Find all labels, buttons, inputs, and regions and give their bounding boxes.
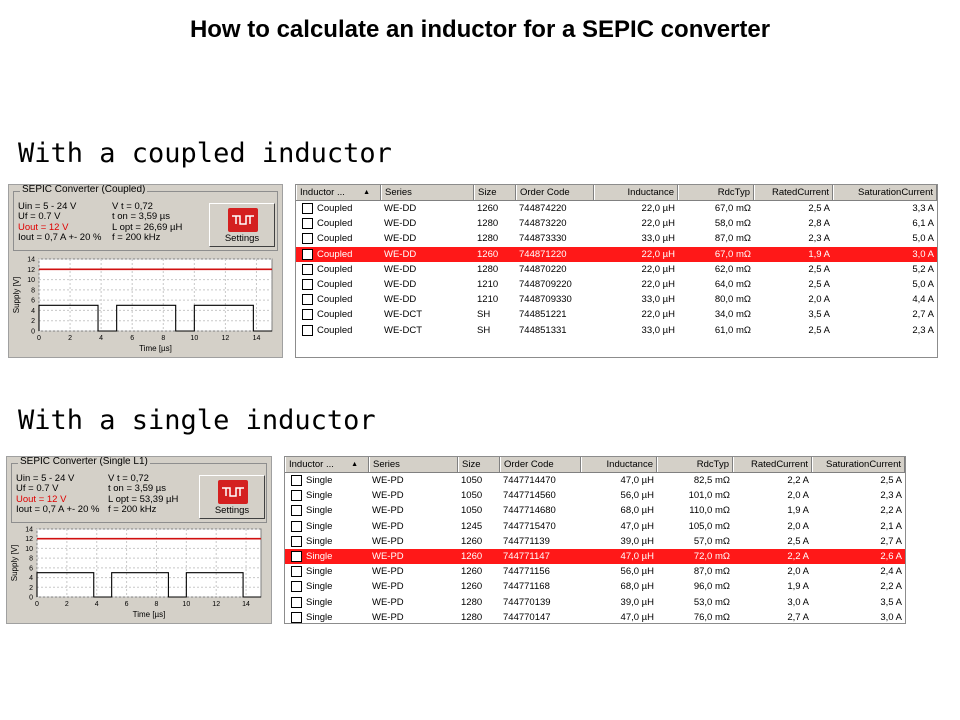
cell-rated-current: 3,5 A (808, 309, 830, 321)
cell-rated-current: 3,0 A (787, 596, 809, 608)
params-left (16, 474, 99, 516)
row-checkbox[interactable] (302, 233, 313, 244)
cell-order-code: 744873330 (519, 233, 567, 245)
param-uf: Uf = 0.7 V (18, 211, 61, 223)
cell-size: 1260 (461, 581, 483, 593)
row-checkbox[interactable] (291, 505, 302, 516)
x-tick-label: 0 (35, 601, 39, 608)
cell-series: WE-PD (372, 581, 404, 593)
circuit-icon (218, 480, 248, 504)
y-tick-label: 0 (29, 594, 33, 602)
cell-rated-current: 2,0 A (787, 490, 809, 502)
column-header-size[interactable]: Size (458, 457, 500, 472)
cell-order-code: 7448709220 (519, 279, 572, 290)
cell-series: WE-PD (372, 505, 404, 517)
panel-legend: SEPIC Converter (Single L1) (20, 456, 148, 467)
cell-rated-current: 2,0 A (787, 520, 809, 532)
row-checkbox[interactable] (291, 597, 302, 608)
cell-size: 1260 (477, 203, 499, 214)
cell-rated-current: 2,7 A (787, 611, 809, 623)
cell-rated-current: 1,9 A (787, 505, 809, 517)
cell-order-code: 744873220 (519, 218, 567, 230)
cell-inductance: 22,0 µH (641, 248, 675, 260)
cell-rated-current: 2,5 A (808, 263, 830, 275)
cell-saturation-current: 4,4 A (912, 294, 934, 306)
cell-inductance: 56,0 µH (620, 490, 654, 502)
inductor-table-coupled (295, 184, 938, 358)
cell-saturation-current: 2,4 A (880, 566, 902, 578)
cell-saturation-current: 5,2 A (912, 263, 934, 275)
cell-rdc-typ: 58,0 mΩ (714, 218, 751, 230)
cell-rdc-typ: 80,0 mΩ (714, 294, 751, 306)
cell-series: WE-PD (372, 611, 404, 623)
cell-saturation-current: 2,2 A (880, 581, 902, 593)
table-row[interactable] (296, 323, 937, 338)
row-checkbox[interactable] (291, 581, 302, 592)
cell-series: WE-DD (384, 279, 417, 290)
x-tick-label: 14 (252, 335, 261, 342)
cell-inductance: 22,0 µH (641, 279, 675, 290)
cell-inductance: 47,0 µH (620, 520, 654, 532)
y-tick-label: 12 (25, 536, 33, 544)
cell-inductance: 56,0 µH (620, 566, 654, 578)
cell-rdc-typ: 72,0 mΩ (693, 551, 730, 562)
param-freq: f = 200 kHz (108, 504, 157, 516)
row-checkbox[interactable] (291, 475, 302, 486)
row-checkbox[interactable] (302, 264, 313, 275)
table-row[interactable] (285, 473, 905, 488)
table-row[interactable] (296, 292, 937, 307)
param-iout: Iout = 0,7 A +- 20 % (16, 504, 100, 516)
cell-order-code: 744771147 (503, 551, 550, 562)
cell-inductance: 33,0 µH (641, 233, 675, 245)
cell-inductor: Coupled (317, 309, 353, 321)
table-row[interactable] (296, 277, 937, 292)
row-checkbox[interactable] (302, 294, 313, 305)
params-right (108, 474, 178, 516)
table-row-selected[interactable] (285, 549, 905, 564)
cell-inductance: 39,0 µH (620, 535, 654, 547)
cell-inductance: 68,0 µH (620, 581, 654, 593)
param-freq: f = 200 kHz (112, 232, 161, 244)
cell-series: WE-DD (384, 248, 417, 260)
table-row[interactable] (296, 201, 937, 216)
cell-saturation-current: 2,7 A (880, 535, 902, 547)
cell-series: WE-PD (372, 535, 404, 547)
cell-inductance: 68,0 µH (620, 505, 654, 517)
column-header-inductance[interactable]: Inductance (581, 457, 657, 472)
cell-size: 1050 (461, 475, 483, 486)
slide-title: How to calculate an inductor for a SEPIC converter (189, 16, 771, 43)
table-row[interactable] (296, 262, 937, 277)
table-row[interactable] (296, 231, 937, 246)
x-tick-label: 12 (221, 335, 230, 342)
cell-inductor: Coupled (317, 324, 353, 336)
circuit-icon (228, 208, 258, 232)
cell-saturation-current: 3,3 A (912, 203, 934, 214)
cell-order-code: 744870220 (519, 263, 567, 275)
cell-inductance: 33,0 µH (641, 294, 675, 306)
cell-inductor: Coupled (317, 248, 353, 260)
y-tick-label: 10 (27, 277, 35, 285)
table-row[interactable] (296, 216, 937, 231)
cell-series: WE-PD (372, 520, 404, 532)
cell-rdc-typ: 105,0 mΩ (688, 520, 730, 532)
cell-saturation-current: 5,0 A (912, 279, 934, 290)
x-tick-label: 6 (130, 335, 135, 342)
cell-order-code: 744851331 (519, 324, 567, 336)
cell-order-code: 7447714680 (503, 505, 556, 517)
x-tick-label: 4 (99, 335, 104, 342)
column-header-series[interactable]: Series (381, 185, 474, 200)
cell-series: WE-DCT (384, 324, 422, 336)
column-header-size[interactable]: Size (474, 185, 516, 200)
params-right (112, 202, 182, 244)
cell-rdc-typ: 87,0 mΩ (714, 233, 751, 245)
cell-rated-current: 2,2 A (787, 551, 809, 562)
cell-order-code: 744771139 (503, 535, 550, 547)
cell-rdc-typ: 64,0 mΩ (714, 279, 751, 290)
cell-rdc-typ: 34,0 mΩ (714, 309, 751, 321)
column-header-rdc-typ[interactable]: RdcTyp (678, 185, 754, 200)
param-uin: Uin = 5 - 24 V (18, 201, 77, 212)
cell-series: WE-DD (384, 294, 417, 306)
cell-size: 1210 (477, 294, 499, 306)
section-heading-single: With a single inductor (18, 405, 376, 436)
cell-rdc-typ: 101,0 mΩ (688, 490, 730, 502)
cell-size: 1245 (461, 520, 483, 532)
y-tick-label: 10 (25, 545, 33, 553)
cell-series: WE-PD (372, 490, 404, 502)
table-row[interactable] (285, 503, 905, 518)
sort-asc-icon: ▲ (363, 189, 370, 196)
cell-rdc-typ: 61,0 mΩ (714, 324, 751, 336)
cell-inductance: 47,0 µH (620, 551, 654, 562)
x-tick-label: 2 (68, 335, 73, 342)
cell-rdc-typ: 110,0 mΩ (689, 505, 730, 517)
y-tick-label: 8 (29, 555, 33, 563)
x-axis-label: Time [µs] (139, 344, 172, 353)
cell-inductor: Single (306, 490, 333, 502)
cell-inductance: 47,0 µH (620, 611, 654, 623)
x-tick-label: 8 (161, 335, 166, 342)
row-checkbox[interactable] (302, 203, 313, 214)
cell-rated-current: 1,9 A (787, 581, 809, 593)
param-lopt: L opt = 26,69 µH (112, 221, 183, 233)
sort-asc-icon: ▲ (351, 461, 358, 468)
cell-inductor: Coupled (317, 263, 353, 275)
cell-rdc-typ: 67,0 mΩ (714, 203, 751, 214)
cell-inductance: 33,0 µH (641, 324, 675, 336)
y-axis-label: Supply [V] (10, 544, 19, 582)
cell-size: 1280 (477, 233, 499, 245)
cell-rated-current: 2,5 A (787, 535, 809, 547)
x-tick-label: 4 (94, 601, 99, 608)
x-tick-label: 6 (124, 601, 129, 608)
cell-saturation-current: 3,5 A (880, 596, 902, 608)
param-uf: Uf = 0.7 V (16, 483, 59, 495)
row-checkbox[interactable] (302, 279, 313, 290)
x-axis-label: Time [µs] (132, 610, 166, 619)
y-tick-label: 14 (27, 256, 35, 264)
cell-inductance: 22,0 µH (641, 263, 675, 275)
cell-series: WE-DD (384, 263, 417, 275)
row-checkbox[interactable] (291, 521, 302, 532)
cell-saturation-current: 2,3 A (912, 324, 934, 336)
cell-inductor: Single (306, 566, 333, 578)
cell-saturation-current: 2,7 A (912, 309, 934, 321)
row-checkbox[interactable] (291, 490, 302, 501)
cell-inductor: Single (306, 475, 333, 486)
settings-button[interactable] (209, 203, 275, 247)
cell-size: SH (477, 309, 491, 321)
x-tick-label: 10 (190, 335, 199, 342)
table-header (296, 185, 937, 201)
param-lopt: L opt = 53,39 µH (108, 493, 179, 505)
x-tick-label: 0 (37, 335, 41, 342)
param-vt: V t = 0,72 (108, 473, 149, 484)
x-tick-label: 2 (64, 601, 69, 608)
cell-series: WE-DD (384, 218, 417, 230)
x-tick-label: 14 (242, 601, 250, 608)
cell-inductor: Single (306, 611, 333, 623)
cell-inductor: Single (306, 596, 333, 608)
supply-chart (9, 253, 282, 357)
cell-rated-current: 2,0 A (787, 566, 809, 578)
cell-order-code: 744771168 (503, 581, 550, 593)
cell-rdc-typ: 96,0 mΩ (693, 581, 730, 593)
column-header-inductance[interactable]: Inductance (594, 185, 678, 200)
cell-inductor: Single (306, 551, 333, 562)
param-uout: Uout = 12 V (18, 221, 69, 233)
sepic-panel-coupled (8, 184, 283, 358)
cell-series: WE-DD (384, 203, 417, 214)
column-header-order-code[interactable]: Order Code (516, 185, 594, 200)
cell-saturation-current: 2,5 A (880, 475, 902, 486)
cell-rdc-typ: 57,0 mΩ (693, 535, 730, 547)
cell-inductor: Coupled (317, 279, 353, 290)
row-checkbox[interactable] (291, 566, 302, 577)
cell-series: WE-PD (372, 551, 404, 562)
cell-order-code: 7447715470 (503, 520, 556, 532)
y-tick-label: 6 (29, 565, 33, 573)
cell-rated-current: 2,0 A (808, 294, 830, 306)
settings-label: Settings (214, 505, 250, 516)
cell-series: WE-PD (372, 596, 404, 608)
cell-inductor: Single (306, 505, 333, 517)
cell-order-code: 7448709330 (519, 294, 572, 306)
cell-rdc-typ: 53,0 mΩ (693, 596, 730, 608)
cell-order-code: 7447714560 (503, 490, 556, 502)
settings-label: Settings (224, 233, 260, 244)
cell-size: 1260 (461, 566, 483, 578)
row-checkbox[interactable] (302, 325, 313, 336)
cell-saturation-current: 2,6 A (880, 551, 902, 562)
y-tick-label: 4 (29, 575, 33, 583)
settings-button[interactable] (199, 475, 265, 519)
cell-saturation-current: 2,1 A (880, 520, 902, 532)
panel-legend: SEPIC Converter (Coupled) (22, 184, 146, 195)
table-row[interactable] (285, 579, 905, 594)
x-tick-label: 8 (154, 601, 159, 608)
cell-size: SH (477, 324, 491, 336)
row-checkbox[interactable] (302, 249, 313, 260)
y-tick-label: 4 (31, 307, 35, 315)
row-checkbox[interactable] (302, 218, 313, 229)
cell-series: WE-DCT (384, 309, 422, 321)
cell-size: 1280 (477, 263, 499, 275)
cell-inductor: Coupled (317, 218, 353, 230)
table-row[interactable] (285, 534, 905, 549)
row-checkbox[interactable] (291, 536, 302, 547)
cell-size: 1280 (461, 596, 483, 608)
x-tick-label: 10 (182, 601, 191, 608)
cell-inductor: Coupled (317, 233, 353, 245)
cell-size: 1280 (477, 218, 499, 230)
cell-rated-current: 2,2 A (787, 475, 809, 486)
column-header-inductor[interactable]: Inductor ... ▲ (285, 457, 369, 472)
cell-size: 1050 (461, 505, 483, 517)
y-tick-label: 0 (31, 328, 35, 336)
cell-order-code: 744871220 (519, 248, 567, 260)
cell-saturation-current: 2,2 A (880, 505, 902, 517)
cell-rdc-typ: 82,5 mΩ (693, 475, 730, 486)
cell-size: 1260 (461, 551, 483, 562)
cell-rdc-typ: 76,0 mΩ (693, 611, 730, 623)
row-checkbox[interactable] (291, 612, 302, 623)
cell-order-code: 744851221 (519, 309, 567, 321)
param-vt: V t = 0,72 (112, 201, 153, 212)
cell-inductor: Single (306, 520, 333, 532)
x-tick-label: 12 (212, 601, 221, 608)
cell-size: 1050 (461, 490, 483, 502)
table-row[interactable] (285, 610, 905, 624)
cell-inductor: Coupled (317, 294, 353, 306)
cell-saturation-current: 2,3 A (880, 490, 902, 502)
column-header-rdc-typ[interactable]: RdcTyp (657, 457, 733, 472)
cell-series: WE-PD (372, 475, 404, 486)
cell-rdc-typ: 62,0 mΩ (714, 263, 751, 275)
table-row[interactable] (296, 307, 937, 322)
cell-inductance: 39,0 µH (620, 596, 654, 608)
cell-inductance: 22,0 µH (641, 218, 675, 230)
cell-order-code: 744874220 (519, 203, 567, 214)
table-row-selected[interactable] (296, 247, 937, 262)
row-checkbox[interactable] (291, 551, 302, 562)
table-header (285, 457, 905, 473)
cell-size: 1260 (477, 248, 499, 260)
cell-size: 1210 (477, 279, 499, 290)
inductor-table-single (284, 456, 906, 624)
supply-chart (7, 523, 271, 623)
cell-inductor: Single (306, 535, 333, 547)
cell-rdc-typ: 67,0 mΩ (714, 248, 751, 260)
cell-rated-current: 2,5 A (808, 324, 830, 336)
table-row[interactable] (285, 519, 905, 534)
params-left (18, 202, 101, 244)
cell-rated-current: 2,8 A (808, 218, 830, 230)
column-header-inductor[interactable]: Inductor ... ▲ (296, 185, 381, 200)
table-row[interactable] (285, 564, 905, 579)
cell-order-code: 744770147 (503, 611, 551, 623)
cell-rdc-typ: 87,0 mΩ (693, 566, 730, 578)
cell-inductor: Coupled (317, 203, 353, 214)
section-heading-coupled: With a coupled inductor (18, 138, 392, 169)
cell-order-code: 744771156 (503, 566, 550, 578)
y-axis-label: Supply [V] (12, 276, 21, 314)
cell-rated-current: 2,3 A (808, 233, 830, 245)
param-uout: Uout = 12 V (16, 493, 67, 505)
sepic-panel-single (6, 456, 272, 624)
table-row[interactable] (285, 595, 905, 610)
cell-inductance: 22,0 µH (641, 309, 675, 321)
y-tick-label: 12 (27, 266, 35, 274)
row-checkbox[interactable] (302, 309, 313, 320)
cell-size: 1280 (461, 611, 483, 623)
y-tick-label: 2 (31, 318, 35, 326)
y-tick-label: 2 (29, 584, 33, 592)
cell-saturation-current: 6,1 A (912, 218, 934, 230)
y-tick-label: 14 (25, 526, 33, 534)
cell-size: 1260 (461, 535, 483, 547)
cell-order-code: 7447714470 (503, 475, 556, 486)
param-ton: t on = 3,59 µs (112, 211, 171, 223)
cell-saturation-current: 3,0 A (880, 611, 902, 623)
y-tick-label: 6 (31, 297, 35, 305)
cell-saturation-current: 5,0 A (912, 233, 934, 245)
cell-rated-current: 1,9 A (808, 248, 830, 260)
param-iout: Iout = 0,7 A +- 20 % (18, 232, 102, 244)
param-ton: t on = 3,59 µs (108, 483, 167, 495)
cell-inductor: Single (306, 581, 333, 593)
cell-order-code: 744770139 (503, 596, 551, 608)
column-header-order-code[interactable]: Order Code (500, 457, 581, 472)
cell-inductance: 47,0 µH (620, 475, 654, 486)
column-header-series[interactable]: Series (369, 457, 458, 472)
cell-rated-current: 2,5 A (808, 279, 830, 290)
cell-rated-current: 2,5 A (808, 203, 830, 214)
cell-inductance: 22,0 µH (641, 203, 675, 214)
param-uin: Uin = 5 - 24 V (16, 473, 75, 484)
column-header-saturation-current[interactable]: SaturationCurrent (812, 457, 905, 472)
cell-series: WE-PD (372, 566, 404, 578)
column-header-rated-current[interactable]: RatedCurrent (733, 457, 812, 472)
column-header-saturation-current[interactable]: SaturationCurrent (833, 185, 937, 200)
column-header-rated-current[interactable]: RatedCurrent (754, 185, 833, 200)
cell-saturation-current: 3,0 A (912, 248, 934, 260)
cell-series: WE-DD (384, 233, 417, 245)
y-tick-label: 8 (31, 287, 35, 295)
table-row[interactable] (285, 488, 905, 503)
